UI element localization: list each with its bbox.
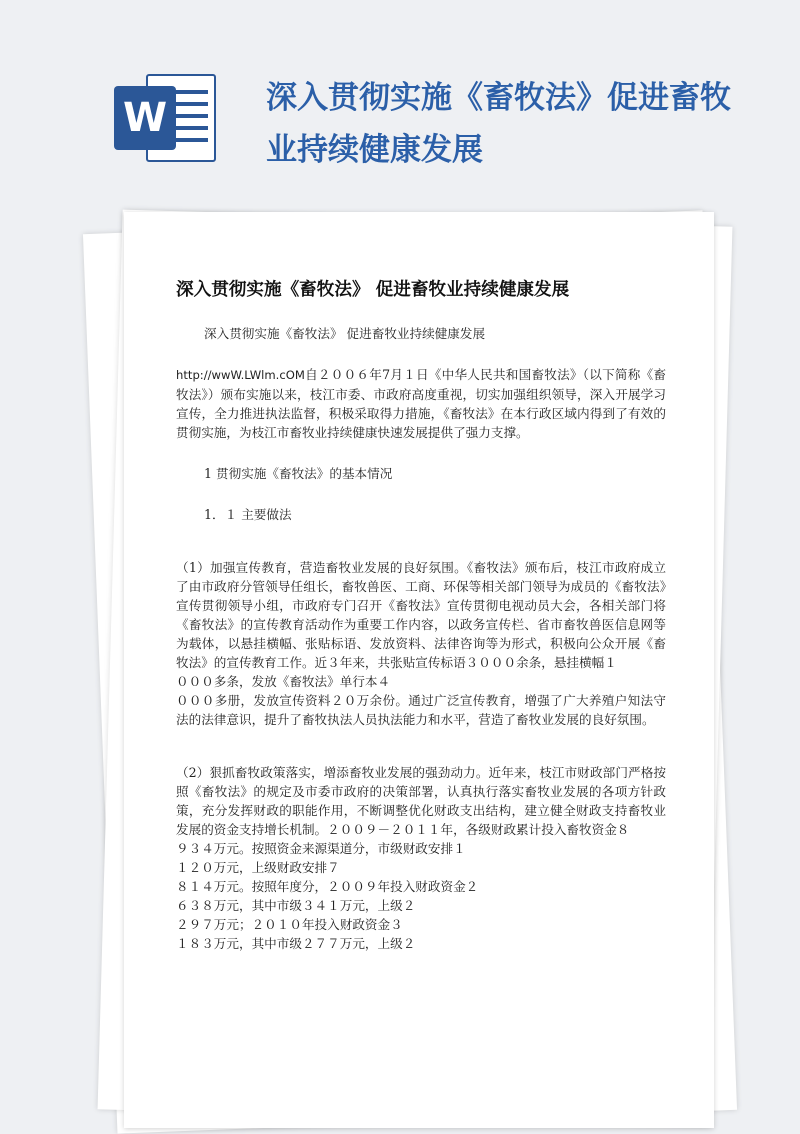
- paragraph-2-body: （2）狠抓畜牧政策落实，增添畜牧业发展的强劲动力。近年来，枝江市财政部门严格按照《畜牧法》的规定及市委市政府的决策部署，认真执行落实畜牧业发展的各项方针政策，充分发挥财政的职能作用，不断调整优化财政支出结构，建立健全财政支持畜牧业发展的资金支持增长机制。２００９－２０１１年，各级财政累计投入畜牧资金８: [176, 765, 666, 837]
- paragraph-2-line: １２０万元，上级财政安排７: [176, 860, 340, 875]
- document-subtitle: 深入贯彻实施《畜牧法》 促进畜牧业持续健康发展: [204, 326, 486, 341]
- intro-url: http://wwW.LWlm.cOM: [176, 368, 305, 382]
- header-title: 深入贯彻实施《畜牧法》促进畜牧业持续健康发展: [266, 80, 731, 168]
- paragraph-2-line: １８３万元，其中市级２７７万元，上级２: [176, 936, 416, 951]
- doc-line-1: [174, 90, 208, 94]
- paragraph-1-lines: [176, 672, 666, 691]
- word-document-icon: [106, 68, 218, 168]
- doc-line-4: [174, 126, 208, 130]
- paragraph-2-lines: [176, 839, 666, 953]
- paragraph-2-line: ８１４万元。按照年度分，２００９年投入财政资金２: [176, 879, 479, 894]
- paragraph-2-line: ９３４万元。按照资金来源渠道分，市级财政安排１: [176, 841, 466, 856]
- doc-line-2: [174, 102, 208, 106]
- word-badge: W: [114, 86, 176, 150]
- paragraph-1-line: ０００多条，发放《畜牧法》单行本４: [176, 674, 391, 689]
- document-page: [124, 212, 714, 1128]
- paragraph-2-line: ２９７万元；２０１０年投入财政资金３: [176, 917, 403, 932]
- section-heading-1: 1 贯彻实施《畜牧法》的基本情况: [204, 466, 393, 481]
- doc-line-3: [174, 114, 208, 118]
- intro-paragraph: [176, 365, 666, 442]
- document-title: 深入贯彻实施《畜牧法》 促进畜牧业持续健康发展: [176, 280, 570, 300]
- paragraph-1: [176, 558, 666, 729]
- page-header: [0, 0, 800, 200]
- section-heading-1-1: 1．１ 主要做法: [204, 507, 292, 522]
- document-content: [176, 278, 666, 953]
- paragraph-2: [176, 763, 666, 953]
- paragraph-1-tail: ０００多册，发放宣传资料２０万余份。通过广泛宣传教育，增强了广大养殖户知法守法的法律意识，提升了畜牧执法人员执法能力和水平，营造了畜牧业发展的良好氛围。: [176, 693, 666, 727]
- doc-line-5: [174, 138, 208, 142]
- paragraph-1-body: （1）加强宣传教育，营造畜牧业发展的良好氛围。《畜牧法》颁布后，枝江市政府成立了由市政府分管领导任组长，畜牧兽医、工商、环保等相关部门领导为成员的《畜牧法》宣传贯彻领导小组，市政府专门召开《畜牧法》宣传贯彻电视动员大会，各相关部门将《畜牧法》的宣传教育活动作为重要工作内容，以政务宣传栏、省市畜牧兽医信息网等为载体，以悬挂横幅、张贴标语、发放资料、法律咨询等为形式，积极向公众开展《畜牧法》的宣传教育工作。近３年来，共张贴宣传标语３０００余条，悬挂横幅１: [176, 560, 666, 670]
- paragraph-2-line: ６３８万元，其中市级３４１万元，上级２: [176, 898, 416, 913]
- intro-text: 自２００６年7月１日《中华人民共和国畜牧法》（以下简称《畜牧法》）颁布实施以来，枝江市委、市政府高度重视，切实加强组织领导，深入开展学习宣传，全力推进执法监督，积极采取得力措施，《畜牧法》在本行政区域内得到了有效的贯彻实施，为枝江市畜牧业持续健康快速发展提供了强力支撑。: [176, 367, 666, 440]
